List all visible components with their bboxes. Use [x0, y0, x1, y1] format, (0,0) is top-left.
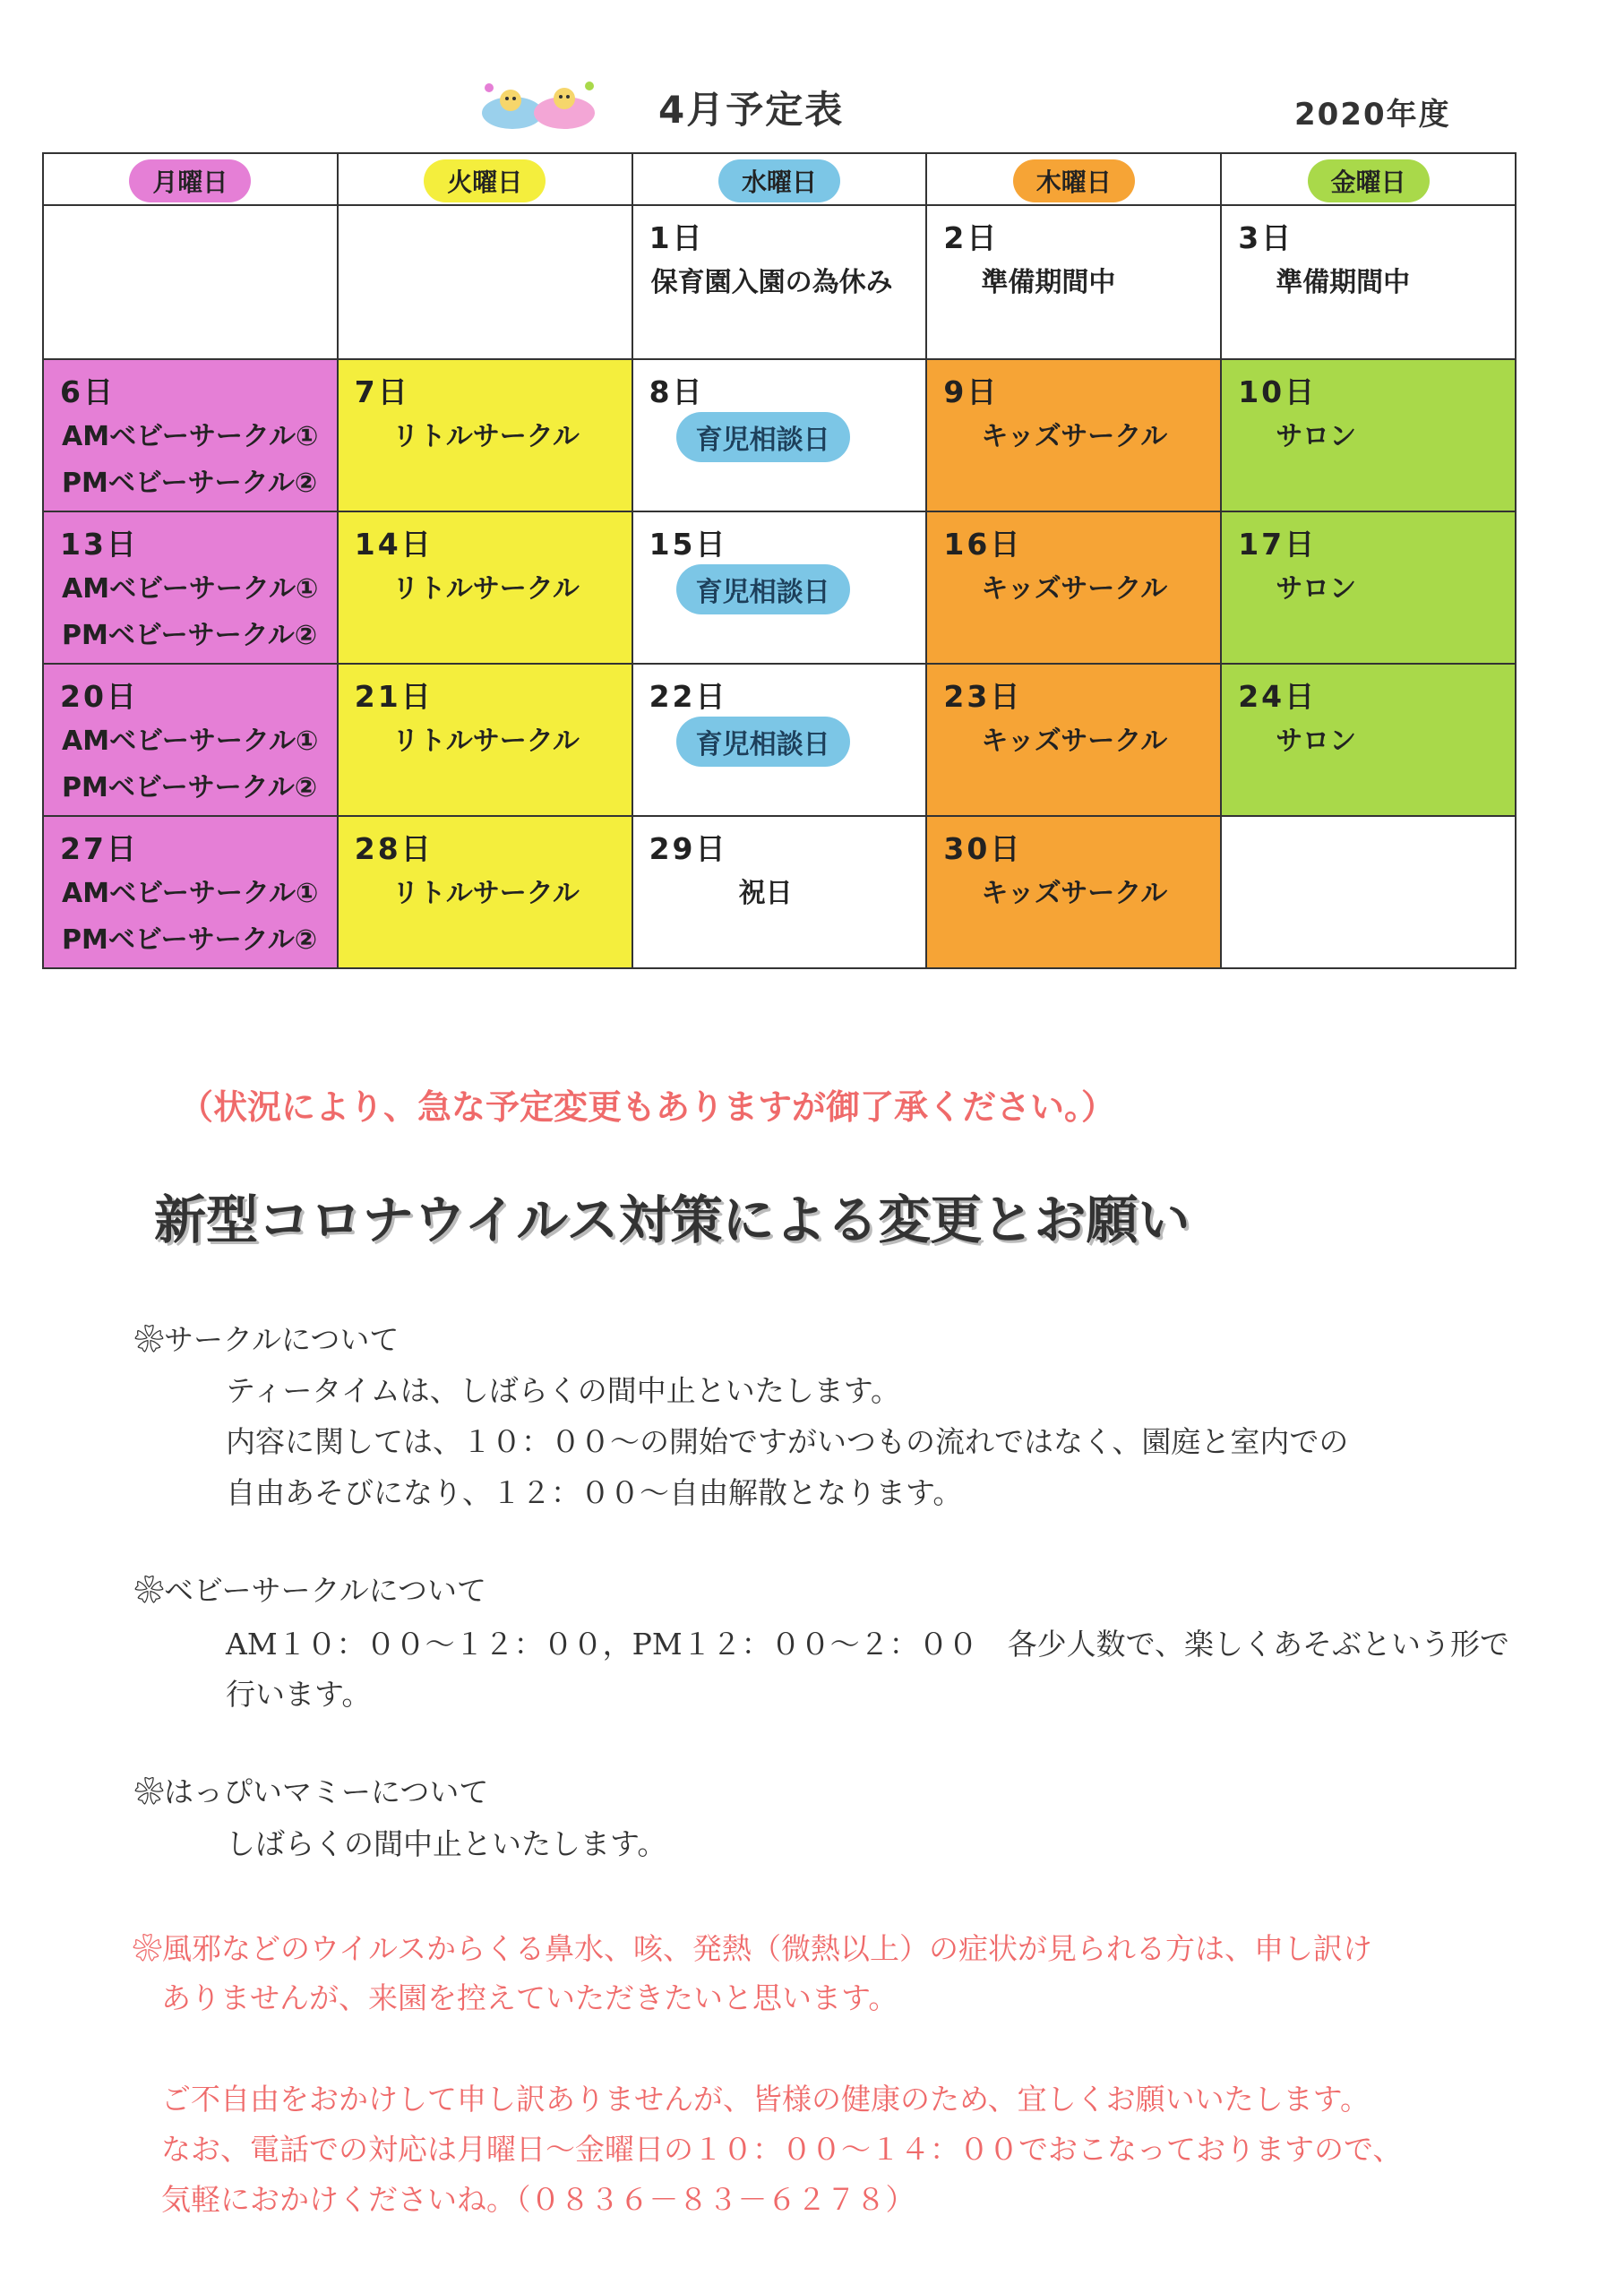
calendar-cell-thursday [926, 816, 1221, 968]
event-label: リトルサークル [391, 726, 580, 757]
date-label: 14日 [354, 527, 434, 562]
calendar-week [43, 511, 1516, 664]
calendar-cell-tuesday [338, 664, 632, 816]
calendar-cell-tuesday [338, 511, 632, 664]
date-label: 24日 [1238, 679, 1318, 714]
weekday-header-mon: 月曜日 [43, 153, 338, 205]
date-label: 20日 [60, 679, 139, 714]
date-label: 27日 [60, 831, 139, 866]
fiscal-year: 2020年度 [1294, 97, 1451, 133]
holiday-label: 祝日 [738, 878, 793, 909]
calendar-cell-tuesday [338, 816, 632, 968]
weekday-header-row [43, 153, 1516, 205]
calendar-cell-thursday [926, 664, 1221, 816]
baby-section-title: ❀ベビーサークルについて [134, 1573, 487, 1608]
date-label: 6日 [60, 374, 116, 409]
calendar-cell [1221, 205, 1516, 359]
page-title: 4月予定表 [658, 88, 845, 132]
event-label-am: AMベビーサークル① [62, 878, 319, 909]
calendar-cell-tuesday [338, 359, 632, 511]
weekday-header-wed: 水曜日 [632, 153, 927, 205]
symptom-request-line: ❀風邪などのウイルスからくる鼻水、咳、発熱（微熱以上）の症状が見られる方は、申し訳け [133, 1931, 1373, 1966]
closing-line: ご不自由をおかけして申し訳ありませんが、皆様の健康のため、宜しくお願いいたします。 [161, 2082, 1371, 2117]
date-label: 13日 [60, 527, 139, 562]
date-label: 28日 [354, 831, 434, 866]
event-label-pm: PMベビーサークル② [62, 772, 318, 803]
calendar-cell-monday [43, 664, 338, 816]
event-label: 準備期間中 [1276, 267, 1411, 298]
date-label: 1日 [649, 220, 705, 255]
consultation-badge: 育児相談日 [676, 412, 850, 462]
date-label: 10日 [1238, 374, 1318, 409]
event-label: リトルサークル [391, 573, 580, 605]
event-label-pm: PMベビーサークル② [62, 468, 318, 499]
circle-line: ティータイムは、しばらくの間中止といたします。 [226, 1373, 901, 1408]
schedule-calendar [42, 152, 1517, 969]
symptom-request-line: ありませんが、来園を控えていただきたいと思います。 [161, 1980, 898, 2015]
calendar-cell-monday [43, 511, 338, 664]
calendar-cell-empty [338, 205, 632, 359]
event-label: リトルサークル [391, 421, 580, 452]
calendar-cell-friday [1221, 664, 1516, 816]
weekday-header-thu: 木曜日 [926, 153, 1221, 205]
contact-phone-line: 気軽におかけくださいね。（０８３６－８３－６２７８） [161, 2182, 915, 2217]
calendar-cell-monday [43, 359, 338, 511]
calendar-week [43, 816, 1516, 968]
mommy-line: しばらくの間中止といたします。 [226, 1826, 667, 1861]
weekday-header-tue: 火曜日 [338, 153, 632, 205]
header [0, 72, 1624, 143]
calendar-week [43, 359, 1516, 511]
calendar-cell-wednesday [632, 511, 927, 664]
event-label-pm: PMベビーサークル② [62, 924, 318, 956]
calendar-cell-thursday [926, 359, 1221, 511]
date-label: 8日 [649, 374, 705, 409]
schedule-change-notice: （状況により、急な予定変更もありますが御了承ください。） [179, 1087, 1116, 1127]
consultation-badge: 育児相談日 [676, 717, 850, 767]
date-label: 23日 [943, 679, 1023, 714]
event-label: サロン [1276, 421, 1357, 452]
event-label: 準備期間中 [981, 267, 1116, 298]
calendar-week [43, 205, 1516, 359]
event-label-pm: PMベビーサークル② [62, 620, 318, 651]
date-label: 7日 [354, 374, 410, 409]
baby-line: 行います。 [226, 1677, 372, 1712]
circle-line: 内容に関しては、１０：００～の開始ですがいつもの流れではなく、園庭と室内での [226, 1424, 1349, 1459]
date-label: 3日 [1238, 220, 1294, 255]
calendar-cell [632, 205, 927, 359]
event-label-am: AMベビーサークル① [62, 726, 319, 757]
event-label: キッズサークル [981, 573, 1168, 605]
calendar-cell-friday [1221, 359, 1516, 511]
calendar-cell-thursday [926, 511, 1221, 664]
weekday-header-fri: 金曜日 [1221, 153, 1516, 205]
calendar-cell-empty [43, 205, 338, 359]
closing-line: なお、電話での対応は月曜日～金曜日の１０：００～１４：００でおこなっておりますので、 [161, 2132, 1403, 2167]
calendar-cell-wednesday [632, 359, 927, 511]
event-label-am: AMベビーサークル① [62, 421, 319, 452]
calendar-cell [926, 205, 1221, 359]
calendar-cell-wednesday [632, 816, 927, 968]
date-label: 2日 [943, 220, 1000, 255]
date-label: 22日 [649, 679, 728, 714]
date-label: 15日 [649, 527, 728, 562]
circle-line: 自由あそびになり、１２：００～自由解散となります。 [226, 1475, 963, 1510]
calendar-cell-monday [43, 816, 338, 968]
event-label: サロン [1276, 726, 1357, 757]
calendar-cell-empty [1221, 816, 1516, 968]
event-label: キッズサークル [981, 726, 1168, 757]
calendar-cell-wednesday [632, 664, 927, 816]
date-label: 17日 [1238, 527, 1318, 562]
circle-section-title: ❀サークルについて [134, 1322, 400, 1357]
calendar-week [43, 664, 1516, 816]
calendar-cell-friday [1221, 511, 1516, 664]
mommy-section-title: ❀はっぴいマミーについて [134, 1774, 489, 1809]
date-label: 21日 [354, 679, 434, 714]
event-label: キッズサークル [981, 421, 1168, 452]
event-label: キッズサークル [981, 878, 1168, 909]
baby-line: AM１０：００～１２：００，PM１２：００～２：００ 各少人数で、楽しくあそぶという形で [226, 1627, 1509, 1662]
consultation-badge: 育児相談日 [676, 564, 850, 614]
event-label: サロン [1276, 573, 1357, 605]
date-label: 16日 [943, 527, 1023, 562]
event-label: 保育園入園の為休み [650, 267, 893, 298]
date-label: 29日 [649, 831, 728, 866]
covid-heading: 新型コロナウイルス対策による変更とお願い [154, 1189, 1190, 1250]
date-label: 9日 [943, 374, 1000, 409]
event-label: リトルサークル [391, 878, 580, 909]
date-label: 30日 [943, 831, 1023, 866]
children-illustration-icon [477, 77, 602, 136]
event-label-am: AMベビーサークル① [62, 573, 319, 605]
